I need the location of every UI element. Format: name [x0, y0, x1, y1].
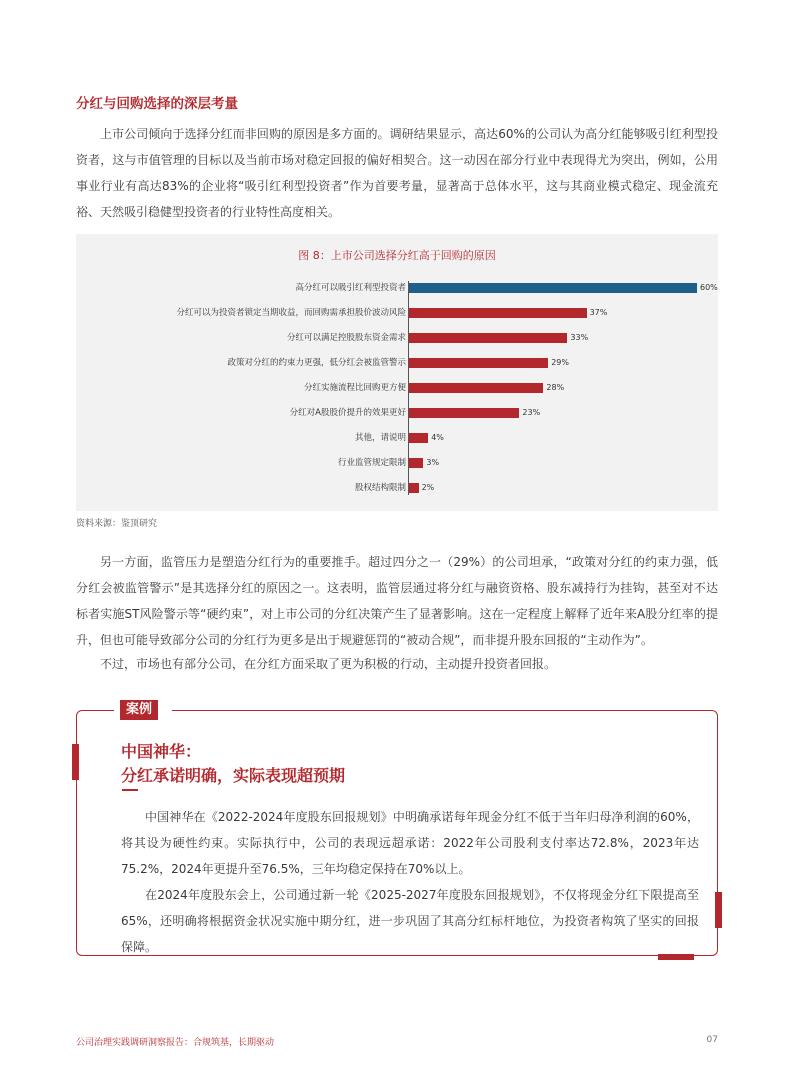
bar: [409, 408, 519, 418]
bar-category-label: 分红可以满足控股股东资金需求: [286, 333, 406, 343]
bar-value-label: 60%: [700, 283, 718, 292]
bar-value-label: 33%: [570, 333, 589, 342]
bar-row: [76, 280, 718, 296]
bar-row: [76, 380, 718, 396]
paragraph-regulatory-pressure: 另一方面，监管压力是塑造分红行为的重要推手。超过四分之一（29%）的公司坦承，“政策对分红的约束力强，低分红会被监管警示”是其选择分红的原因之一。这表明，监管层通过将分红与融资资格、股东减持行为挂钩，甚至对不达标者实施ST风险警示等“硬约束”，对上市公司的分红决策产生了显著影响。这在一定程度上解释了近年来A股分红率的提升，但也可能导致部分公司的分红行为更多是出于规避惩罚的“被动合规”，而非提升股东回报的“主动作为”。: [76, 555, 718, 647]
case-title-company: 中国神华：: [121, 742, 202, 761]
bar-value-label: 3%: [426, 458, 440, 467]
bar-chart: [76, 234, 718, 511]
case-paragraph-commitment: 中国神华在《2022-2024年度股东回报规划》中明确承诺每年现金分红不低于当年归母净利润的60%，将其设为硬性约束。实际执行中，公司的表现远超承诺：2022年公司股利支付率达72.8%，2023年达75.2%，2024年更提升至76.5%，三年均稳定保持在70%以上。: [121, 810, 699, 876]
case-tag: 案例: [120, 700, 158, 720]
bar-category-label: 分红可以为投资者锁定当期收益，而回购需承担股价波动风险: [176, 308, 406, 318]
bar: [409, 433, 428, 443]
chart-source: 资料来源：鉴顶研究: [76, 519, 158, 529]
chart-container: [76, 234, 718, 511]
footer-report-title: 公司治理实践调研洞察报告：合规筑基，长期驱动: [76, 1038, 275, 1048]
bar-value-label: 4%: [431, 433, 444, 442]
case-paragraph-new-plan: 在2024年度股东会上，公司通过新一轮《2025-2027年度股东回报规划》，不仅将现金分红下限提高至65%，还明确将根据资金状况实施中期分红，进一步巩固了其高分红标杆地位，为投资者构筑了坚实的回报保障。: [121, 888, 699, 954]
bar-row: [76, 455, 718, 471]
bar-row: [76, 330, 718, 346]
bar: [409, 308, 587, 318]
bar-category-label: 股权结构限制: [354, 483, 406, 493]
case-accent-right: [715, 892, 722, 928]
case-title-underline: [122, 789, 138, 791]
bar-value-label: 29%: [551, 358, 569, 367]
bar-row: [76, 355, 718, 371]
bar-row: [76, 405, 718, 421]
bar-row: [76, 480, 718, 496]
bar: [409, 333, 567, 343]
bar-category-label: 其他，请说明: [354, 433, 406, 443]
bar-category-label: 分红对A股股价提升的效果更好: [289, 408, 406, 418]
bar-category-label: 行业监管规定限制: [337, 458, 406, 468]
bar-value-label: 2%: [421, 483, 435, 492]
bar-value-label: 37%: [589, 308, 608, 317]
bar-category-label: 分红实施流程比回购更方便: [303, 383, 406, 393]
bar: [409, 483, 419, 493]
bar: [409, 458, 423, 468]
bar: [409, 358, 548, 368]
bar: [409, 283, 697, 293]
paragraph-active-companies: 不过，市场也有部分公司，在分红方面采取了更为积极的行动，主动提升投资者回报。: [100, 657, 557, 671]
section-title: 分红与回购选择的深层考量: [76, 96, 238, 112]
chart-title: 图 8：上市公司选择分红高于回购的原因: [298, 249, 496, 262]
bar-category-label: 高分红可以吸引红利型投资者: [295, 283, 406, 293]
page-number: 07: [706, 1035, 718, 1045]
paragraph-dividend-motives: 上市公司倾向于选择分红而非回购的原因是多方面的。调研结果显示，高达60%的公司认为高分红能够吸引红利型投资者，这与市值管理的目标以及当前市场对稳定回报的偏好相契合。这一动因在部分行业中表现得尤为突出，例如，公用事业行业有高达83%的企业将“吸引红利型投资者”作为首要考量，显著高于总体水平，这与其商业模式稳定、现金流充裕、天然吸引稳健型投资者的行业特性高度相关。: [76, 127, 718, 219]
bar-category-label: 政策对分红的约束力更强，低分红会被监管警示: [227, 358, 406, 368]
case-accent-left: [72, 744, 79, 780]
bar-value-label: 23%: [522, 408, 541, 417]
case-title: [121, 740, 345, 788]
bar: [409, 383, 543, 393]
case-title-headline: 分红承诺明确，实际表现超预期: [121, 766, 346, 785]
bar-row: [76, 305, 718, 321]
bar-row: [76, 430, 718, 446]
bar-value-label: 28%: [546, 383, 565, 392]
